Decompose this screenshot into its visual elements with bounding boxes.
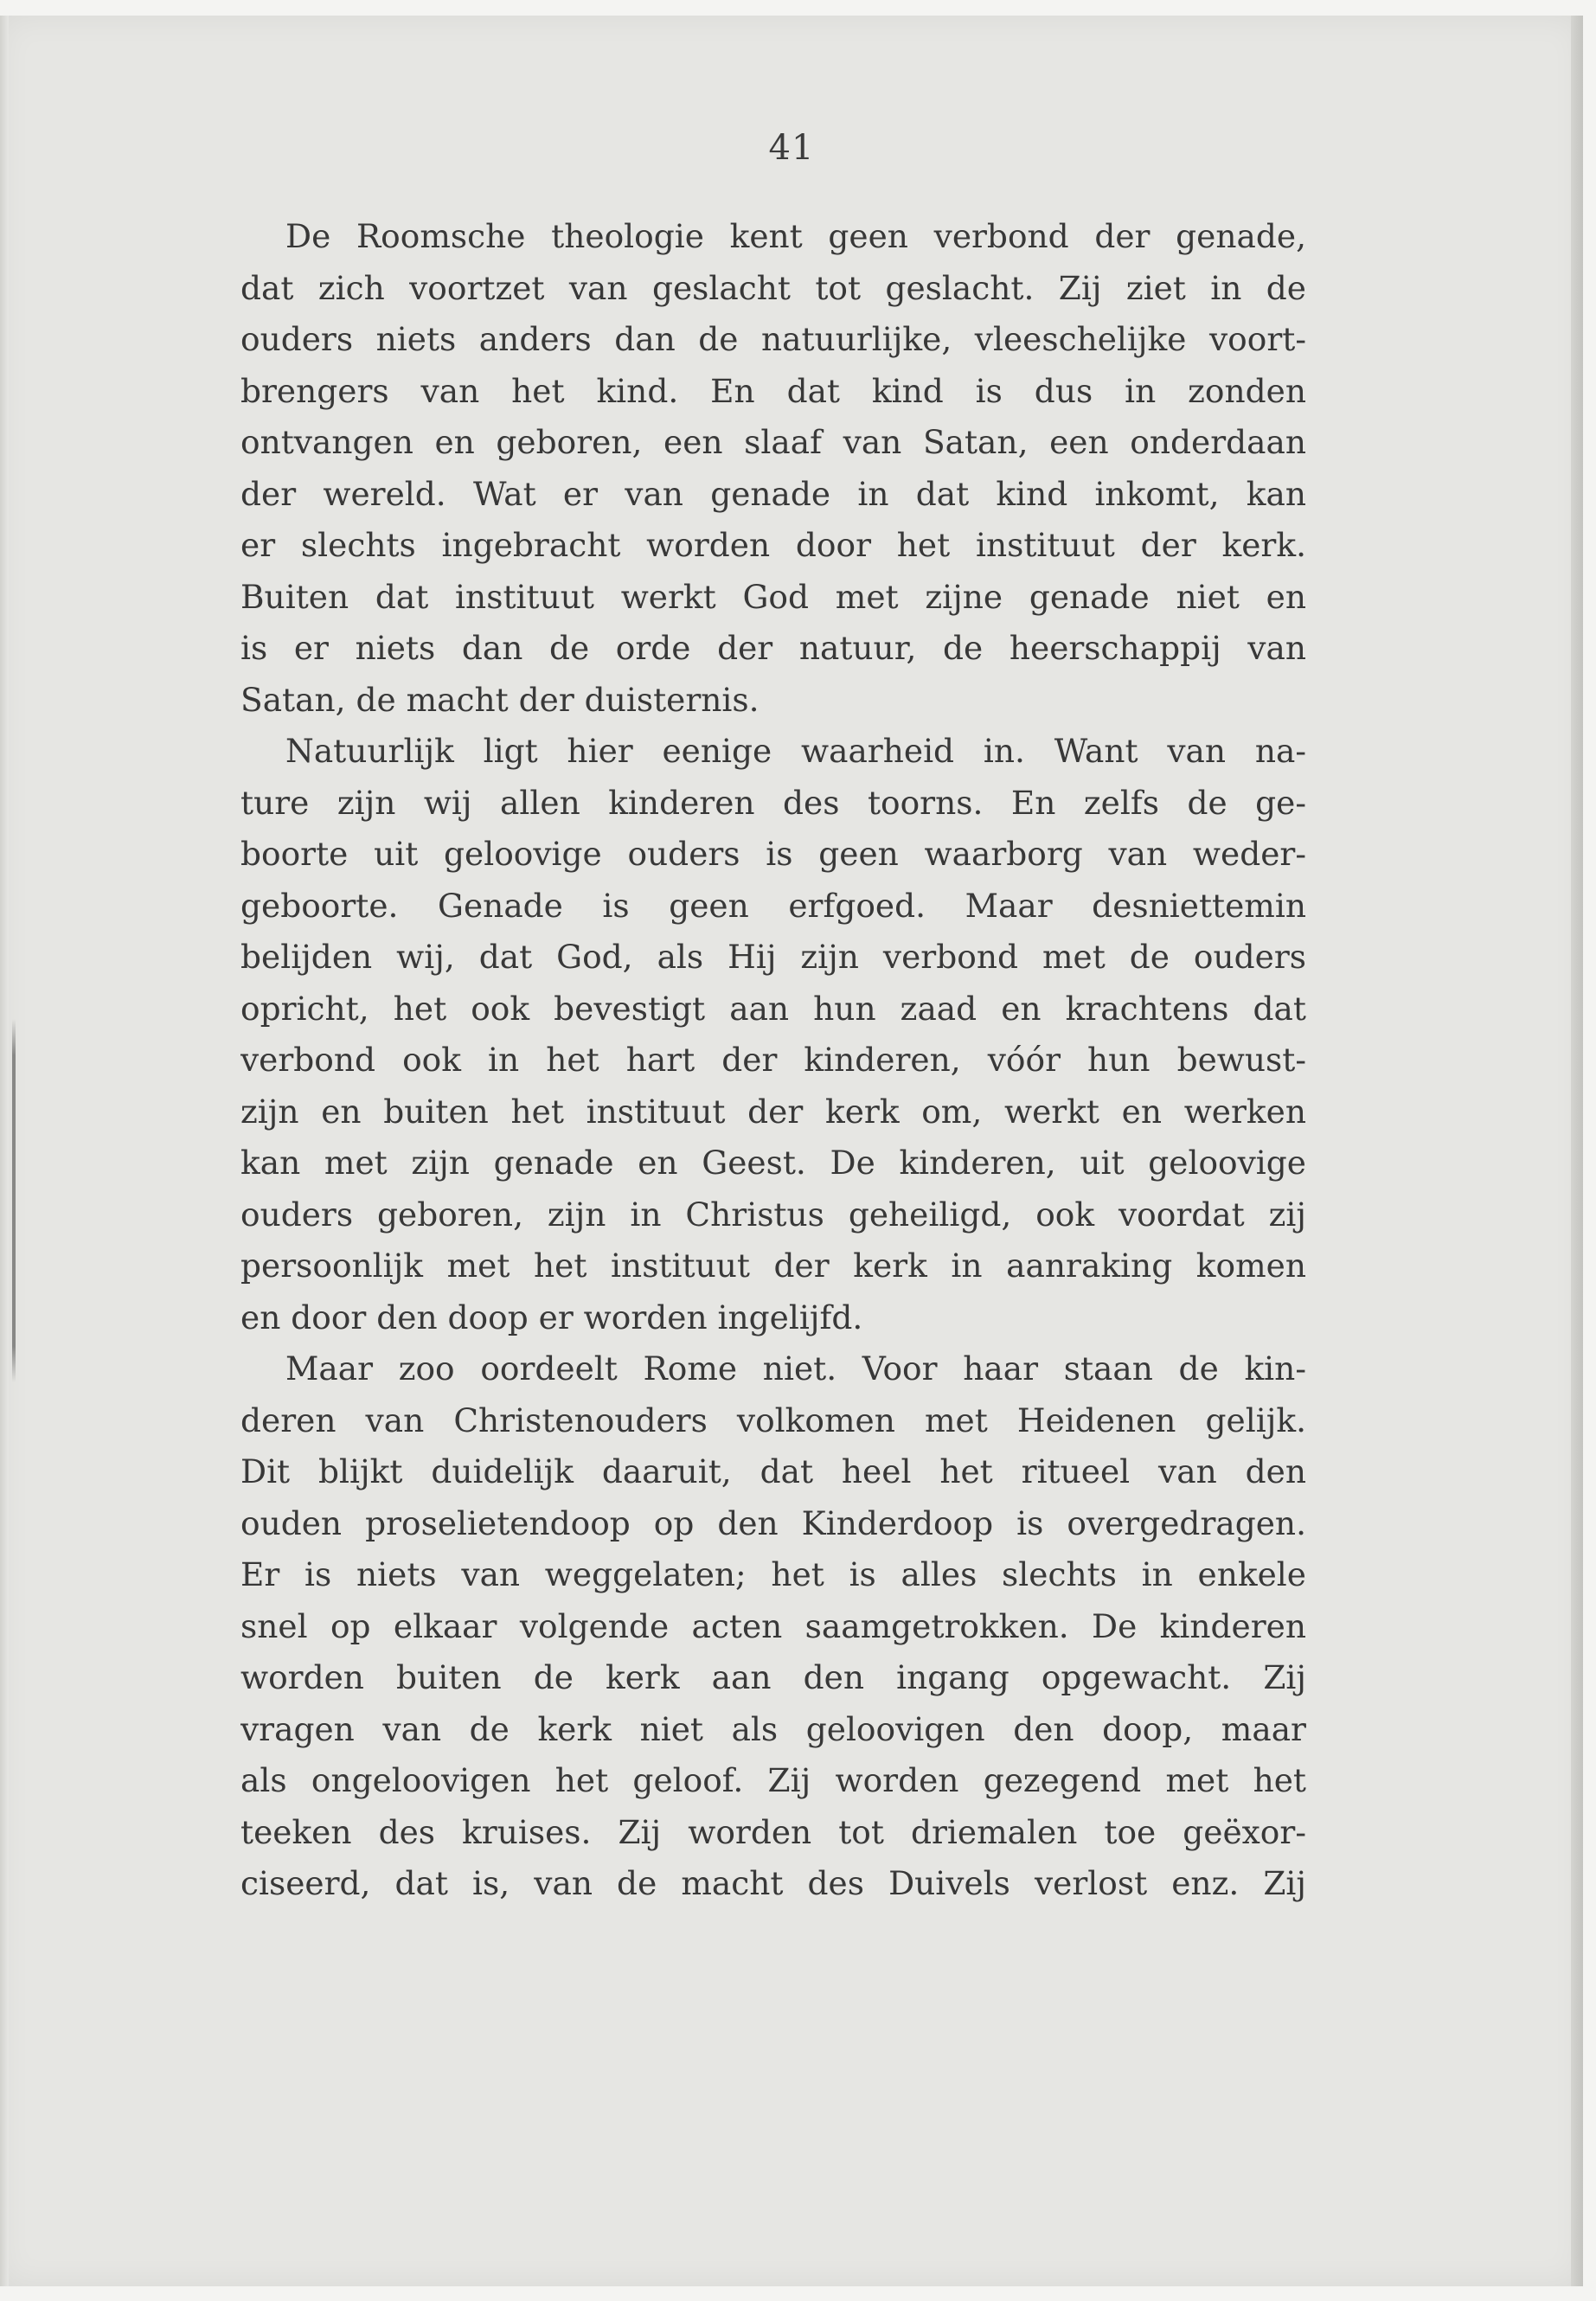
text-line: kan met zijn genade en Geest. De kinderen, uit geloovige [240,1144,1306,1182]
text-line: Natuurlijk ligt hier eenige waarheid in. Want van na- [285,732,1306,770]
text-line: boorte uit geloovige ouders is geen waarborg van weder- [240,835,1306,873]
text-line: vragen van de kerk niet als geloovigen den doop, maar [240,1709,1306,1748]
text-line: Er is niets van weggelaten; het is alles slechts in enkele [240,1555,1306,1593]
binding-mark [12,1019,16,1382]
page-left-edge [0,16,9,2286]
text-line: snel op elkaar volgende acten saamgetrokken. De kinderen [240,1606,1306,1645]
text-line: Buiten dat instituut werkt God met zijne genade niet en [240,577,1306,616]
text-line: belijden wij, dat God, als Hij zijn verbond met de ouders [240,938,1306,976]
text-line: is er niets dan de orde der natuur, de heerschappij van [240,629,1306,667]
text-line: Maar zoo oordeelt Rome niet. Voor haar staan de kin- [285,1349,1306,1388]
text-line: Dit blijkt duidelijk daaruit, dat heel het ritueel van den [240,1452,1306,1490]
text-line: deren van Christenouders volkomen met Heidenen gelijk. [240,1400,1306,1439]
text-line: persoonlijk met het instituut der kerk in aanraking komen [240,1247,1306,1285]
text-line: worden buiten de kerk aan den ingang opgewacht. Zij [240,1658,1306,1696]
text-line: ciseerd, dat is, van de macht des Duivels verlost enz. Zij [240,1864,1306,1902]
text-line: ouders niets anders dan de natuurlijke, vleeschelijke voort- [240,320,1306,358]
text-line: brengers van het kind. En dat kind is dus in zonden [240,371,1306,410]
text-line: en door den doop er worden ingelijfd. [240,1298,863,1336]
text-line: als ongeloovigen het geloof. Zij worden gezegend met het [240,1761,1306,1799]
text-line: dat zich voortzet van geslacht tot geslacht. Zij ziet in de [240,268,1306,307]
text-line: verbond ook in het hart der kinderen, vóór hun bewust- [240,1041,1306,1079]
page-number: 41 [768,128,815,168]
text-line: ouders geboren, zijn in Christus geheiligd, ook voordat zij [240,1195,1306,1234]
body-text [240,211,1306,1910]
text-line: Satan, de macht der duisternis. [240,680,760,719]
text-line: teeken des kruises. Zij worden tot driemalen toe geëxor- [240,1812,1306,1851]
book-page [0,16,1583,2286]
text-line: der wereld. Wat er van genade in dat kind inkomt, kan [240,474,1306,513]
text-line: ouden proselietendoop op den Kinderdoop is overgedragen. [240,1503,1306,1542]
text-line: opricht, het ook bevestigt aan hun zaad en krachtens dat [240,989,1306,1028]
text-line: geboorte. Genade is geen erfgoed. Maar desniettemin [240,886,1306,925]
text-line: zijn en buiten het instituut der kerk om, werkt en werken [240,1092,1306,1131]
text-line: De Roomsche theologie kent geen verbond der genade, [285,217,1306,255]
page-right-edge [1571,16,1583,2286]
text-line: ture zijn wij allen kinderen des toorns. En zelfs de ge- [240,783,1306,822]
text-line: ontvangen en geboren, een slaaf van Satan, een onderdaan [240,423,1306,461]
text-line: er slechts ingebracht worden door het instituut der kerk. [240,526,1306,564]
